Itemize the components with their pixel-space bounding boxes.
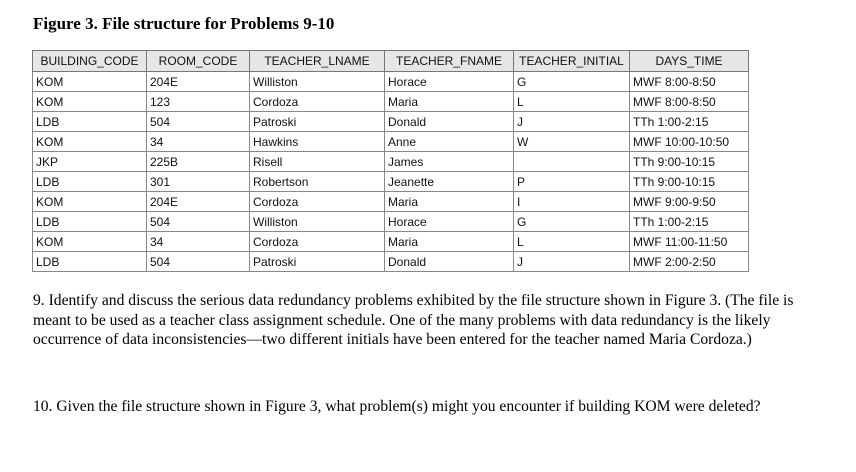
cell-teacher-initial: L (514, 92, 630, 112)
cell-teacher-fname: Maria (385, 92, 514, 112)
cell-teacher-fname: Maria (385, 192, 514, 212)
cell-teacher-lname: Cordoza (250, 232, 385, 252)
table-row (33, 132, 749, 152)
table-row (33, 172, 749, 192)
file-structure-table (32, 50, 749, 272)
table-row (33, 212, 749, 232)
cell-days-time: MWF 11:00-11:50 (630, 232, 749, 252)
cell-room-code: 225B (147, 152, 250, 172)
cell-teacher-fname: Anne (385, 132, 514, 152)
cell-days-time: MWF 8:00-8:50 (630, 92, 749, 112)
cell-teacher-fname: Donald (385, 112, 514, 132)
cell-building-code: JKP (33, 152, 147, 172)
question-9: 9. Identify and discuss the serious data redundancy problems exhibited by the file structure shown in Figure 3. (The file is meant to be used as a teacher class assignment schedule. One of the many problems with data redundancy is the likely occurrence of data inconsistencies—two different initials have been entered for the teacher named Maria Cordoza.) (33, 292, 794, 348)
cell-teacher-initial: L (514, 232, 630, 252)
file-structure-table-container (32, 50, 749, 272)
table-row (33, 112, 749, 132)
cell-days-time: TTh 1:00-2:15 (630, 112, 749, 132)
figure-title: Figure 3. File structure for Problems 9-10 (33, 14, 335, 33)
cell-room-code: 301 (147, 172, 250, 192)
cell-teacher-initial: W (514, 132, 630, 152)
table-row (33, 252, 749, 272)
column-header-days-time: DAYS_TIME (630, 51, 749, 72)
cell-days-time: TTh 9:00-10:15 (630, 172, 749, 192)
cell-building-code: LDB (33, 252, 147, 272)
cell-room-code: 504 (147, 212, 250, 232)
cell-building-code: LDB (33, 112, 147, 132)
cell-room-code: 123 (147, 92, 250, 112)
cell-teacher-lname: Williston (250, 212, 385, 232)
cell-teacher-initial: J (514, 252, 630, 272)
column-header-building-code: BUILDING_CODE (33, 51, 147, 72)
cell-teacher-fname: Horace (385, 212, 514, 232)
table-row (33, 152, 749, 172)
cell-teacher-fname: Donald (385, 252, 514, 272)
table-row (33, 72, 749, 92)
cell-teacher-lname: Risell (250, 152, 385, 172)
table-row (33, 92, 749, 112)
cell-building-code: KOM (33, 192, 147, 212)
table-header-row (33, 51, 749, 72)
cell-teacher-lname: Williston (250, 72, 385, 92)
cell-teacher-fname: Horace (385, 72, 514, 92)
column-header-teacher-lname: TEACHER_LNAME (250, 51, 385, 72)
cell-days-time: TTh 9:00-10:15 (630, 152, 749, 172)
cell-teacher-lname: Hawkins (250, 132, 385, 152)
cell-days-time: MWF 8:00-8:50 (630, 72, 749, 92)
column-header-teacher-initial: TEACHER_INITIAL (514, 51, 630, 72)
cell-building-code: KOM (33, 232, 147, 252)
table-row (33, 232, 749, 252)
cell-building-code: KOM (33, 72, 147, 92)
cell-room-code: 504 (147, 112, 250, 132)
cell-building-code: KOM (33, 92, 147, 112)
cell-room-code: 34 (147, 232, 250, 252)
cell-building-code: LDB (33, 212, 147, 232)
cell-teacher-lname: Patroski (250, 112, 385, 132)
cell-teacher-initial (514, 152, 630, 172)
cell-days-time: MWF 2:00-2:50 (630, 252, 749, 272)
cell-days-time: MWF 10:00-10:50 (630, 132, 749, 152)
column-header-teacher-fname: TEACHER_FNAME (385, 51, 514, 72)
cell-teacher-fname: Jeanette (385, 172, 514, 192)
cell-building-code: KOM (33, 132, 147, 152)
cell-teacher-initial: I (514, 192, 630, 212)
column-header-room-code: ROOM_CODE (147, 51, 250, 72)
cell-teacher-initial: J (514, 112, 630, 132)
cell-teacher-initial: P (514, 172, 630, 192)
question-10: 10. Given the file structure shown in Figure 3, what problem(s) might you encounter if building KOM were deleted? (33, 398, 761, 415)
cell-room-code: 204E (147, 72, 250, 92)
cell-teacher-lname: Patroski (250, 252, 385, 272)
cell-teacher-lname: Robertson (250, 172, 385, 192)
cell-teacher-initial: G (514, 212, 630, 232)
cell-teacher-lname: Cordoza (250, 92, 385, 112)
cell-room-code: 504 (147, 252, 250, 272)
cell-teacher-fname: Maria (385, 232, 514, 252)
cell-room-code: 204E (147, 192, 250, 212)
cell-building-code: LDB (33, 172, 147, 192)
table-row (33, 192, 749, 212)
table-body (33, 72, 749, 272)
cell-days-time: MWF 9:00-9:50 (630, 192, 749, 212)
cell-days-time: TTh 1:00-2:15 (630, 212, 749, 232)
cell-room-code: 34 (147, 132, 250, 152)
cell-teacher-initial: G (514, 72, 630, 92)
cell-teacher-fname: James (385, 152, 514, 172)
cell-teacher-lname: Cordoza (250, 192, 385, 212)
